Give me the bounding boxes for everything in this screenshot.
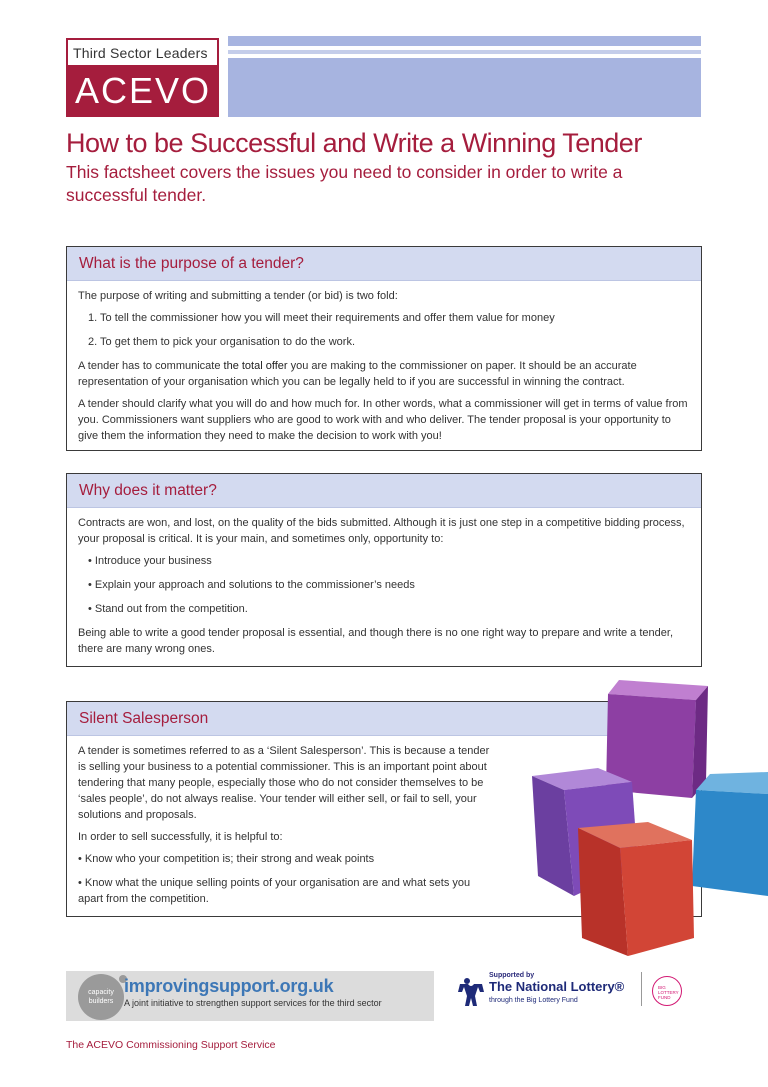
bullet-list	[78, 553, 690, 617]
list-item: 1. To tell the commissioner how you will meet their requirements and offer them value for money	[88, 312, 555, 324]
text-run: you are making to the commissioner on paper. It should be an accurate representation of your organisation which you can be legally held to if you are successful in winning the contract.	[78, 360, 637, 388]
header-bar	[228, 58, 701, 117]
national-lottery-logo	[456, 970, 666, 1010]
logo-text: builders	[88, 998, 114, 1005]
national-lottery-name: The National Lottery®	[489, 979, 625, 994]
list-item: • Know who your competition is; their strong and weak points	[78, 853, 375, 865]
section-heading: Why does it matter?	[67, 474, 701, 508]
big-lottery-fund-logo: BIG LOTTERY FUND	[652, 976, 682, 1006]
header-bar	[228, 50, 701, 54]
logo-tagline: Third Sector Leaders	[68, 40, 217, 67]
text-run: A tender has to communicate	[78, 360, 224, 372]
paragraph	[78, 358, 690, 390]
bullet-list	[78, 851, 496, 907]
paragraph: Contracts are won, and lost, on the quality of the bids submitted. Although it is just one step in a competitive bidding process, your proposal is critical. It is your main, and sometimes only, opportunity to:	[78, 517, 685, 545]
list-item: • Stand out from the competition.	[88, 603, 248, 615]
numbered-list	[78, 310, 690, 350]
logo-divider	[641, 972, 642, 1006]
improving-support-tagline: A joint initiative to strengthen support services for the third sector	[124, 998, 382, 1008]
list-item: • Know what the unique selling points of your organisation are and what sets you apart from the competition.	[78, 877, 471, 905]
list-item: • Explain your approach and solutions to the commissioner’s needs	[88, 579, 415, 591]
logo-text: capacity	[88, 989, 114, 996]
logo-wordmark: ACEVO	[68, 67, 217, 115]
emphasis-text: the total offer	[223, 360, 288, 372]
page-title: How to be Successful and Write a Winning Tender	[66, 128, 642, 158]
paragraph: The purpose of writing and submitting a tender (or bid) is two fold:	[78, 290, 398, 302]
blue-block-front	[692, 790, 768, 896]
list-item: • Introduce your business	[88, 555, 212, 567]
paragraph: A tender is sometimes referred to as a ‘Silent Salesperson’. This is because a tender is selling your business to a potential commissioner. This is an important point about tendering that many people, especially those who do not consider themselves to be ‘sales people’, do not always realise. Your tender will either sell, or fail to sell, your solutions and proposals.	[78, 745, 490, 821]
section-body	[67, 508, 701, 663]
lottery-hand-icon	[456, 972, 486, 1008]
service-footer-text: The ACEVO Commissioning Support Service	[66, 1039, 276, 1051]
big-lottery-fund-label: through the Big Lottery Fund	[489, 997, 578, 1004]
paragraph: Being able to write a good tender proposal is essential, and though there is no one right way to prepare and write a tender, there are many wrong ones.	[78, 627, 673, 655]
section-heading: Silent Salesperson	[67, 702, 701, 736]
section-heading: What is the purpose of a tender?	[67, 247, 701, 281]
red-block-side	[620, 840, 694, 956]
capacity-builders-logo	[78, 974, 124, 1020]
paragraph: A tender should clarify what you will do and how much for. In other words, what a commissioner will get in terms of value from you. Commissioners want suppliers who are good to work with and who deliver. The tender proposal is your opportunity to give them the information they need to make the decision to work with you!	[78, 398, 688, 442]
list-item: 2. To get them to pick your organisation to do the work.	[88, 336, 356, 348]
header-decorative-bars	[228, 36, 701, 117]
section-body	[67, 281, 701, 450]
paragraph: In order to sell successfully, it is helpful to:	[78, 831, 283, 843]
improving-support-link[interactable]: improvingsupport.org.uk	[124, 976, 334, 996]
page-subtitle: This factsheet covers the issues you need to consider in order to write a successful tender.	[66, 162, 623, 205]
header-bar	[228, 36, 701, 46]
supported-by-label: Supported by	[489, 972, 535, 979]
section-purpose	[66, 246, 702, 451]
section-body	[67, 736, 507, 921]
acevo-logo	[66, 38, 219, 117]
wooden-blocks-image	[520, 676, 768, 956]
section-why-matter	[66, 473, 702, 667]
